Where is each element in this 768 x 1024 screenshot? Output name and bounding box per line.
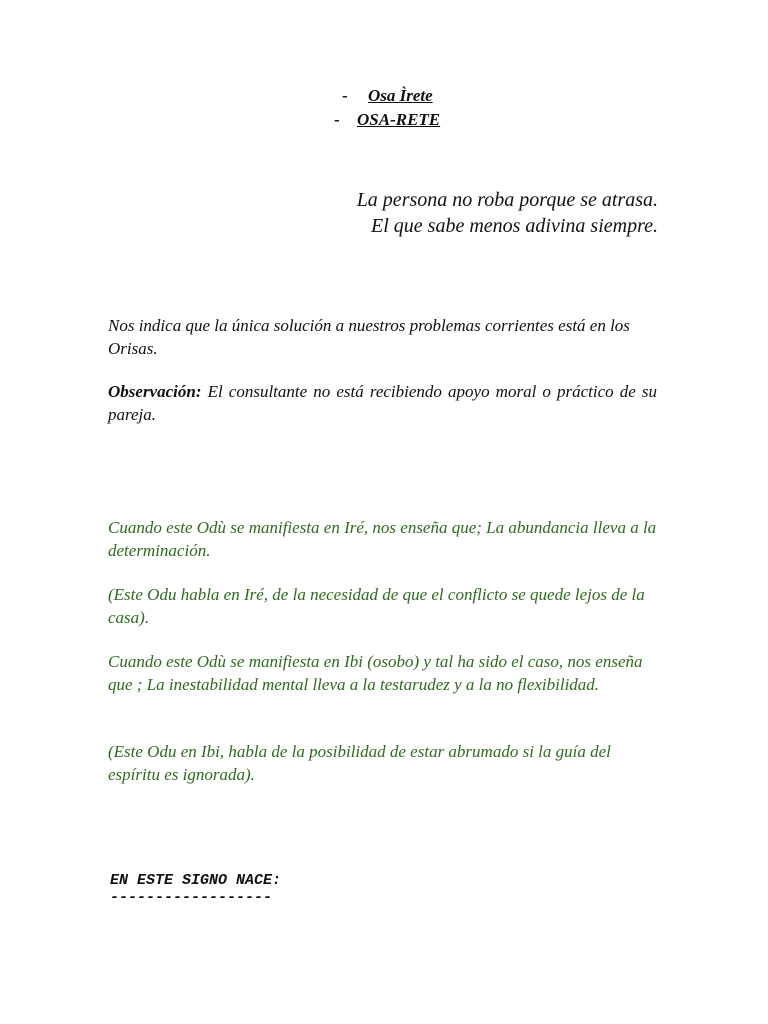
heading-dash: - xyxy=(342,86,348,105)
ibi-paragraph: Cuando este Odù se manifiesta en Ibi (osobo) y tal ha sido el caso, nos enseña que ; La inestabilidad mental lleva a la testarudez y a la no flexibilidad. xyxy=(108,652,643,694)
observacion-paragraph xyxy=(108,380,657,426)
intro-paragraph: Nos indica que la única solución a nuestros problemas corrientes está en los Orisas. xyxy=(108,316,630,358)
heading-title: OSA-RETE xyxy=(357,110,441,129)
observacion-text: El consultante no está recibiendo apoyo moral o práctico de su pareja. xyxy=(108,382,657,424)
ibi-note-paragraph: (Este Odu en Ibi, habla de la posibilidad de estar abrumado si la guía del espíritu es ignorada). xyxy=(108,742,611,784)
signo-rule: ------------------ xyxy=(110,889,273,906)
proverb-line-1: La persona no roba porque se atrasa. xyxy=(356,189,658,211)
heading-dash: - xyxy=(334,110,340,129)
proverb-line-2: El que sabe menos adivina siempre. xyxy=(371,215,658,237)
ire-paragraph: Cuando este Odù se manifiesta en Iré, nos enseña que; La abundancia lleva a la determinación. xyxy=(108,518,657,560)
signo-heading: EN ESTE SIGNO NACE: xyxy=(110,872,282,889)
heading-title: Osa Ìrete xyxy=(368,86,433,105)
observacion-label: Observación: xyxy=(108,382,202,401)
ire-note-paragraph: (Este Odu habla en Iré, de la necesidad de que el conflicto se quede lejos de la casa). xyxy=(108,585,645,627)
